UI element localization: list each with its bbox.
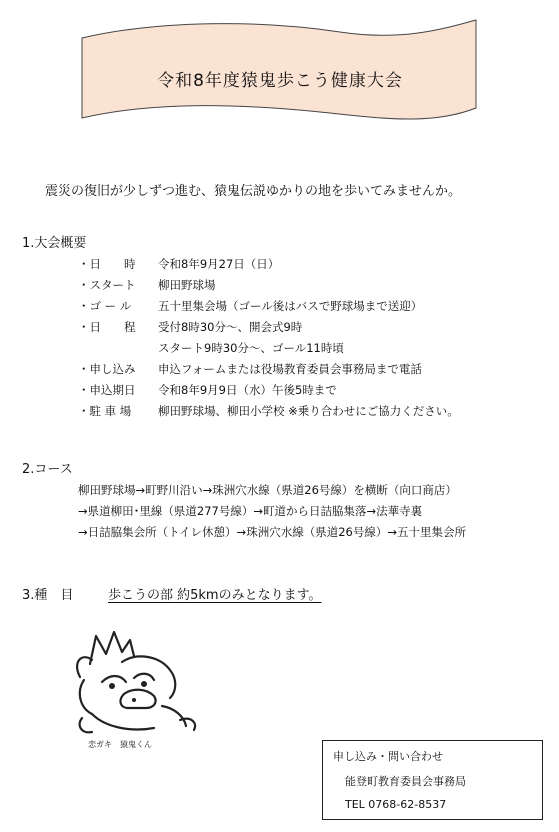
- row-value: 令和8年9月9日（水）午後5時まで: [158, 383, 337, 397]
- contact-title: 申し込み・問い合わせ: [333, 750, 443, 763]
- overview-row: [78, 256, 279, 272]
- row-label: ・申込期日: [78, 383, 136, 397]
- row-value: 申込フォームまたは役場教育委員会事務局まで電話: [158, 362, 422, 376]
- course-line: →日詰脇集会所（トイレ休憩）→珠洲穴水線（県道26号線）→五十里集会所: [78, 525, 466, 539]
- overview-row: [78, 298, 422, 314]
- row-value: 五十里集会場（ゴール後はバスで野球場まで送迎）: [158, 299, 423, 313]
- row-label: ・日 時: [78, 257, 136, 271]
- row-value: 受付8時30分〜、開会式9時: [158, 320, 303, 334]
- overview-row: [78, 403, 459, 419]
- row-label: ・申し込み: [78, 362, 136, 376]
- row-value: 柳田野球場、柳田小学校 ※乗り合わせにご協力ください。: [158, 404, 459, 418]
- category-heading: 3.種 目: [22, 588, 74, 603]
- row-value: 令和8年9月27日（日）: [158, 257, 280, 271]
- course-line: 柳田野球場→町野川沿い→珠洲穴水線（県道26号線）を横断（向口商店）: [78, 483, 457, 497]
- row-value: スタート9時30分〜、ゴール11時頃: [158, 341, 344, 355]
- overview-row: [78, 361, 422, 377]
- mascot-caption: 恋ガキ 猿鬼くん: [88, 740, 152, 749]
- page-title: 令和8年度猿鬼歩こう健康大会: [157, 71, 403, 91]
- saruoni-mascot-illustration: [62, 622, 212, 740]
- course-line: →県道柳田･里線（県道277号線）→町道から日詰脇集落→法華寺裏: [78, 504, 423, 518]
- row-label: ・スタート: [78, 278, 136, 292]
- overview-row: [78, 319, 302, 335]
- row-label: ・日 程: [78, 320, 136, 334]
- overview-row: [78, 340, 344, 356]
- intro-text: 震災の復旧が少しずつ進む、猿鬼伝説ゆかりの地を歩いてみませんか。: [45, 184, 462, 199]
- contact-tel: TEL 0768-62-8537: [345, 798, 447, 811]
- course-heading: 2.コース: [22, 462, 73, 477]
- contact-box: [322, 740, 543, 820]
- row-label: ・ゴ ー ル: [78, 299, 132, 313]
- category-text: 歩こうの部 約5kmのみとなります。: [108, 588, 322, 603]
- row-value: 柳田野球場: [158, 278, 216, 292]
- row-label: ・駐 車 場: [78, 404, 132, 418]
- overview-row: [78, 382, 337, 398]
- contact-org: 能登町教育委員会事務局: [345, 775, 466, 788]
- overview-row: [78, 277, 216, 293]
- overview-heading: 1.大会概要: [22, 236, 87, 251]
